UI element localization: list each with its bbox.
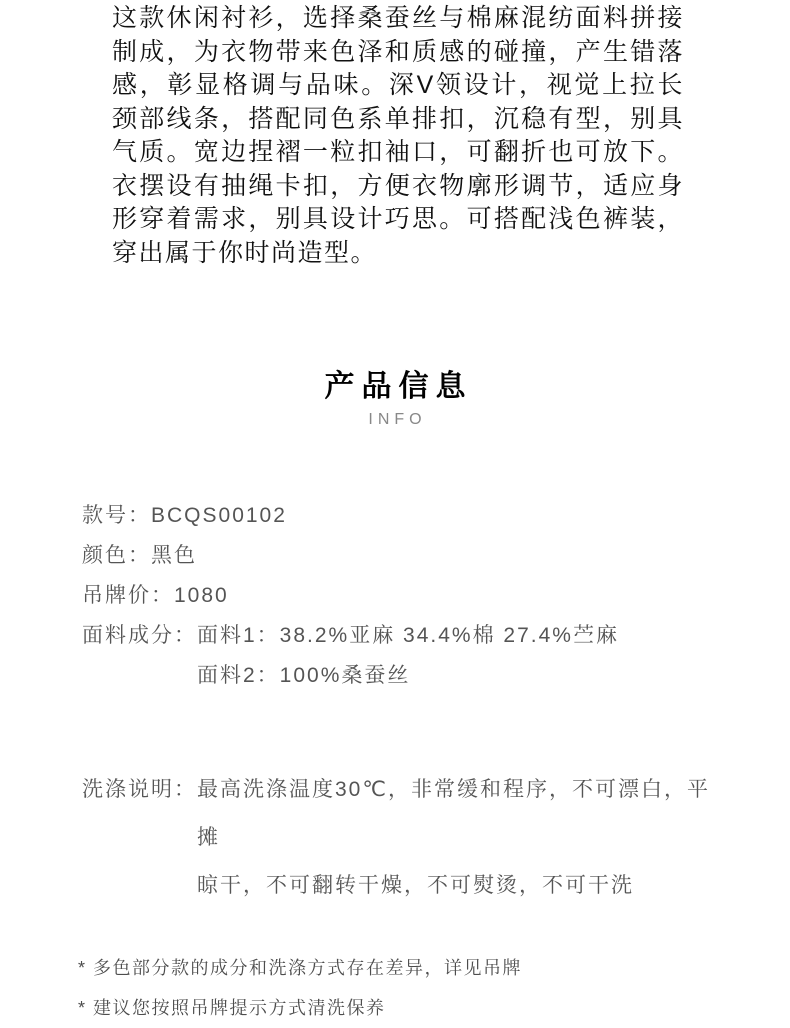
fabric-composition-line-1: 面料1：38.2%亚麻 34.4%棉 27.4%苎麻 <box>197 624 619 647</box>
section-title: 产品信息 <box>324 370 473 403</box>
tag-price-label: 吊牌价： <box>82 584 174 607</box>
info-row-color <box>82 536 722 576</box>
info-row-style-number <box>82 496 722 536</box>
washing-instructions-value <box>197 766 722 910</box>
style-number-label: 款号： <box>82 504 151 527</box>
fabric-composition-line-2: 面料2：100%桑蚕丝 <box>197 664 411 687</box>
style-number-value: BCQS00102 <box>151 504 287 527</box>
info-row-fabric-composition <box>82 616 722 696</box>
color-label: 颜色： <box>82 544 151 567</box>
washing-instructions-line-1: 最高洗涤温度30℃，非常缓和程序，不可漂白，平摊 <box>197 778 710 849</box>
washing-instructions-line-2: 晾干，不可翻转干燥，不可熨烫，不可干洗 <box>197 874 634 897</box>
info-row-washing-instructions <box>82 766 722 910</box>
footnote-care-advice: * 建议您按照吊牌提示方式清洗保养 <box>78 998 386 1018</box>
color-value: 黑色 <box>151 544 197 567</box>
product-info-section-header <box>0 370 790 429</box>
tag-price-value: 1080 <box>174 584 229 607</box>
fabric-composition-value <box>197 616 722 696</box>
footnotes <box>78 948 738 1028</box>
fabric-composition-label: 面料成分： <box>82 624 197 647</box>
footnote-multicolor-difference: * 多色部分款的成分和洗涤方式存在差异，详见吊牌 <box>78 958 523 978</box>
info-row-tag-price <box>82 576 722 616</box>
section-subtitle: INFO <box>368 411 427 428</box>
product-info-list <box>82 496 722 910</box>
description-paragraph: 这款休闲衬衫，选择桑蚕丝与棉麻混纺面料拼接制成，为衣物带来色泽和质感的碰撞，产生错落感，彰显格调与品味。深V领设计，视觉上拉长颈部线条，搭配同色系单排扣，沉稳有型，别具气质。宽边捏褶一粒扣袖口，可翻折也可放下。衣摆设有抽绳卡扣，方便衣物廓形调节，适应身形穿着需求，别具设计巧思。可搭配浅色裤装，穿出属于你时尚造型。 <box>112 4 684 267</box>
washing-instructions-label: 洗涤说明： <box>82 778 197 801</box>
